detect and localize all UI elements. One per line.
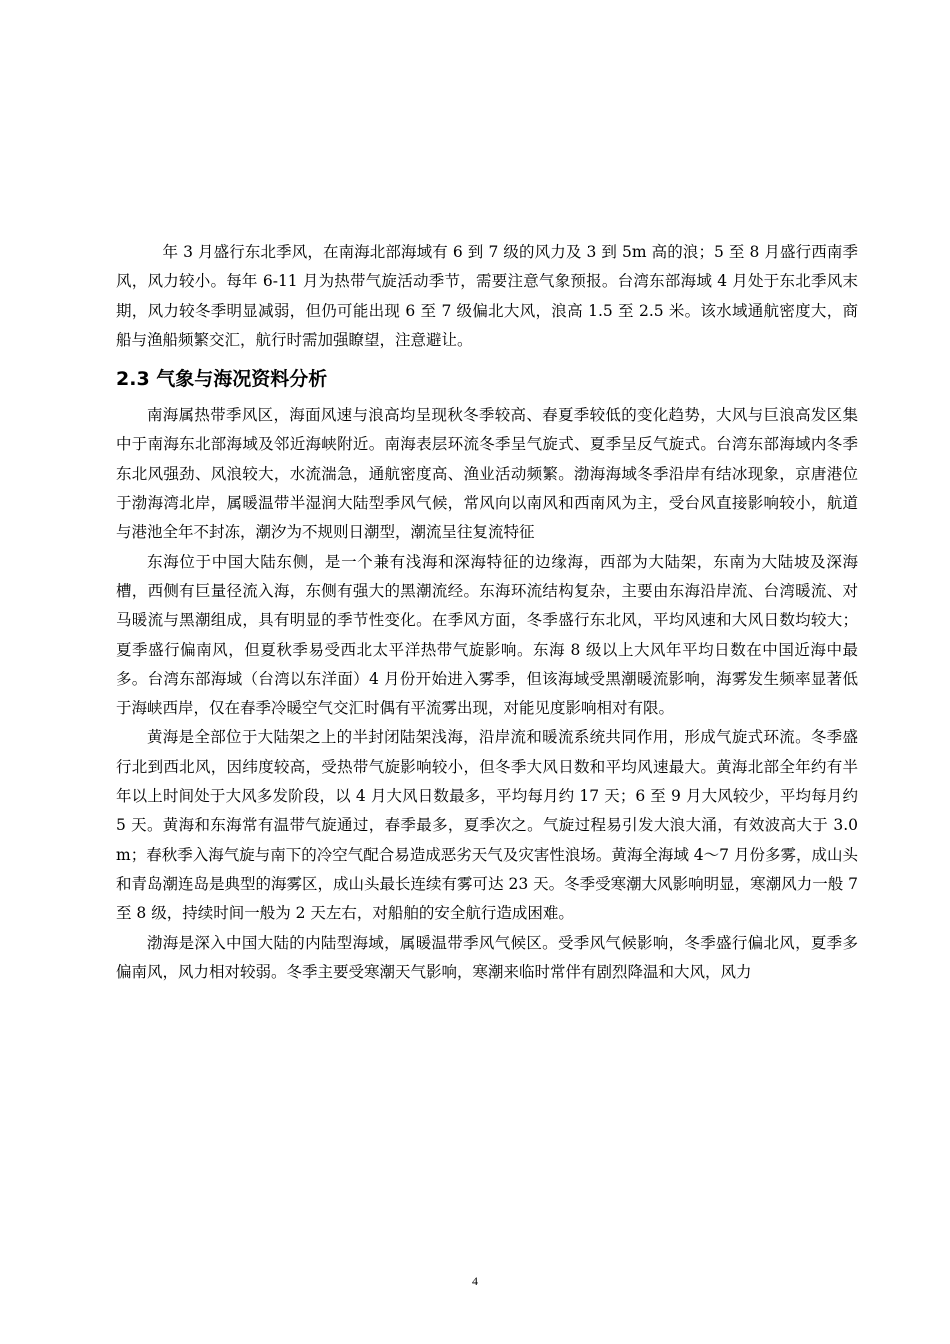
intro-paragraph: 年 3 月盛行东北季风，在南海北部海域有 6 到 7 级的风力及 3 到 5m 高的浪；5 至 8 月盛行西南季风，风力较小。每年 6-11 月为热带气旋活动季节，需要注意气象预报。台湾东部海域 4 月处于东北季风末期，风力较冬季明显减弱，但仍可能出现 6 至 7 级偏北大风，浪高 1.5 至 2.5 米。该水域通航密度大，商船与渔船频繁交汇，航行时需加强瞭望，注意避让。 [116,243,858,349]
page-content [116,238,858,987]
paragraph-south-china-sea: 南海属热带季风区，海面风速与浪高均呈现秋冬季较高、春夏季较低的变化趋势，大风与巨浪高发区集中于南海东北部海域及邻近海峡附近。南海表层环流冬季呈气旋式、夏季呈反气旋式。台湾东部海域内冬季东北风强劲、风浪较大，水流湍急，通航密度高、渔业活动频繁。渤海海域冬季沿岸有结冰现象，京唐港位于渤海湾北岸，属暖温带半湿润大陆型季风气候，常风向以南风和西南风为主，受台风直接影响较小，航道与港池全年不封冻，潮汐为不规则日潮型，潮流呈往复流特征 [116,406,858,542]
page-number: 4 [472,1274,478,1288]
paragraph-bohai-sea: 渤海是深入中国大陆的内陆型海域，属暖温带季风气候区。受季风气候影响，冬季盛行偏北风，夏季多偏南风，风力相对较弱。冬季主要受寒潮天气影响，寒潮来临时常伴有剧烈降温和大风，风力 [116,933,858,981]
paragraph-east-china-sea: 东海位于中国大陆东侧，是一个兼有浅海和深海特征的边缘海，西部为大陆架，东南为大陆坡及深海槽，西侧有巨量径流入海，东侧有强大的黑潮流经。东海环流结构复杂，主要由东海沿岸流、台湾暖流、对马暖流与黑潮组成，具有明显的季节性变化。在季风方面，冬季盛行东北风，平均风速和大风日数均较大；夏季盛行偏南风，但夏秋季易受西北太平洋热带气旋影响。东海 8 级以上大风年平均日数在中国近海中最多。台湾东部海域（台湾以东洋面）4 月份开始进入雾季，但该海域受黑潮暖流影响，海雾发生频率显著低于海峡西岸，仅在春季冷暖空气交汇时偶有平流雾出现，对能见度影响相对有限。 [116,552,858,718]
paragraph-yellow-sea: 黄海是全部位于大陆架之上的半封闭陆架浅海，沿岸流和暖流系统共同作用，形成气旋式环流。冬季盛行北到西北风，因纬度较高，受热带气旋影响较小，但冬季大风日数和平均风速最大。黄海北部全年约有半年以上时间处于大风多发阶段，以 4 月大风日数最多，平均每月约 17 天；6 至 9 月大风较少，平均每月约 5 天。黄海和东海常有温带气旋通过，春季最多，夏季次之。气旋过程易引发大浪大涌，有效波高大于 3.0m；春秋季入海气旋与南下的冷空气配合易造成恶劣天气及灾害性浪场。黄海全海域 4～7 月份多雾，成山头和青岛潮连岛是典型的海雾区，成山头最长连续有雾可达 23 天。冬季受寒潮大风影响明显，寒潮风力一般 7 至 8 级，持续时间一般为 2 天左右，对船舶的安全航行造成困难。 [116,728,858,923]
section-heading: 2.3 气象与海况资料分析 [116,368,328,391]
